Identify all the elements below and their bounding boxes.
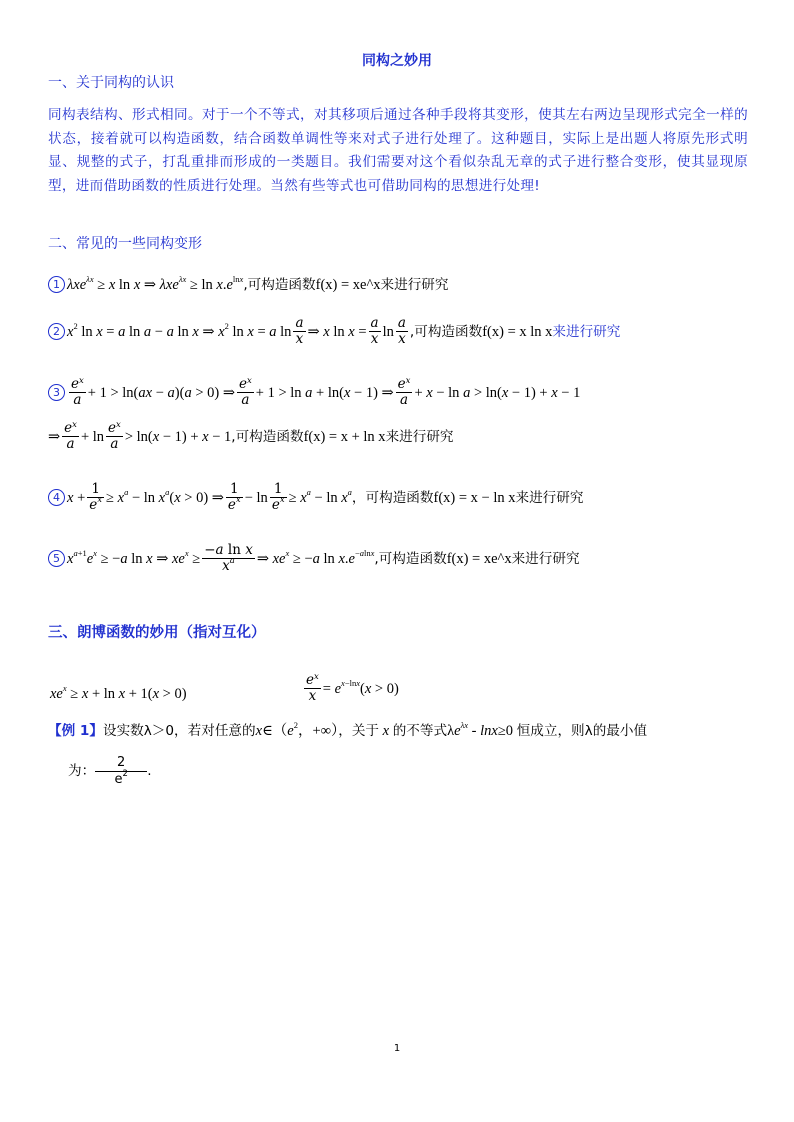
formula-item-5: 5 $x^{a+1}e^x \ge -a$ ln x ⇒ $xe^x$ ≥ $\frac{\text{−a ln x}}{x^a}$ ⇒ $xe^x \ge -a$ $\ln x.e^{-alnx}$,可构造函数f(x) = xe^x来进行研究: [48, 543, 580, 574]
answer-fraction: $\frac{2}{e^2}$: [95, 754, 147, 788]
formula-item-4-func: f(x) = x − ln x: [433, 490, 516, 506]
answer-prefix: 为：: [68, 763, 96, 779]
example-text-3: 的不等式: [392, 723, 448, 739]
formula-item-1: 1 λxe$^{\lambda x}$ ≥ x ln x ⇒ $\lambda xe^{\lambda x} \ge \ln x.e^{lnx}$,可构造函数f(x) = xe^x来进行研究: [48, 273, 448, 294]
page-title: 同构之妙用: [362, 53, 432, 69]
example-answer: [68, 754, 152, 788]
section3-heading: 三、朗博函数的妙用（指对互化）: [48, 625, 266, 641]
formula-item-2-text: ,可构造函数: [409, 324, 483, 340]
formula-item-3-suffix: 来进行研究: [385, 429, 454, 445]
formula-item-4-suffix: 来进行研究: [515, 490, 584, 506]
formula-item-5-text: ,可构造函数: [374, 551, 447, 567]
section1-heading: 一、关于同构的认识: [48, 75, 174, 91]
page-number: 1: [393, 1043, 401, 1054]
formula-item-1-text: ,可构造函数: [243, 277, 316, 293]
formula-item-1-suffix: 来进行研究: [380, 277, 449, 293]
example-text-1: 设实数λ＞0，若对任意的: [102, 723, 256, 739]
formula-item-4: 4 x + $\frac{1}{e^x}$ ≥ $x^a - \ln x^a(x > 0)$ ⇒ $\frac{1}{e^x}$ − ln $\frac{1}{e^x}$ ≥ $x^a - \ln x^a$，可构造函数f(x) = x − ln x来进行研究: [48, 482, 583, 513]
formula-item-4-text: ，可构造函数: [351, 490, 434, 506]
example-text-4: 恒成立，则λ的最小值: [516, 723, 648, 739]
formula-item-2: 2 $x^2$ ln x = a ln a − a ln x ⇒ $x^2$ ln x = a ln $\frac{a}{x}$ ⇒ x ln x = $\frac{a}{x}$ ln $\frac{a}{x}$ ,可构造函数f(x) = x ln x来进行研究: [48, 316, 620, 347]
circled-number-1: 1: [48, 276, 65, 293]
formula-item-5-func: f(x) = xe^x: [446, 551, 512, 567]
answer-numerator: 2: [95, 754, 147, 772]
circled-number-2: 2: [48, 323, 65, 340]
formula-item-3-func: f(x) = x + ln x: [303, 429, 386, 445]
circled-number-4: 4: [48, 489, 65, 506]
formula-item-3-line2: ⇒ $\frac{e^x}{a}$ + ln $\frac{e^x}{a}$ > ln(x − 1) + x − 1,可构造函数f(x) = x + ln x来进行研究: [48, 420, 454, 452]
example-text-2: ，关于: [338, 723, 380, 739]
formula-item-2-suffix: 来进行研究: [552, 324, 621, 340]
example-tag: 【例 1】: [48, 723, 103, 739]
formula-item-3: 3 $\frac{e^x}{a}$ + 1 > ln(ax − a)(a > 0) ⇒ $\frac{e^x}{a}$ + 1 > ln a + ln(x − 1) ⇒ $\frac{e^x}{a}$ + x − ln a > ln(x − 1) + x − 1: [48, 377, 580, 408]
formula-item-5-suffix: 来进行研究: [511, 551, 580, 567]
answer-suffix: .: [147, 763, 152, 779]
circled-number-3: 3: [48, 384, 65, 401]
example-1: 【例 1】设实数λ＞0，若对任意的$x\in(e^2$，+∞），关于 x 的不等式$\lambda e^{\lambda x} - \ln x\ge 0$ 恒成立，则λ的最小值: [48, 720, 648, 739]
formula-item-3-text: ,可构造函数: [231, 429, 304, 445]
section1-paragraph: 同构表结构、形式相同。对于一个不等式，对其移项后通过各种手段将其变形，使其左右两边呈现形式完全一样的状态，接着就可以构造函数，结合函数单调性等来对式子进行处理了。这种题目，实际上是出题人将原先形式明显、规整的式子，打乱重排而形成的一类题目。我们需要对这个看似杂乱无章的式子进行整合变形，使其显现原型，进而借助函数的性质进行处理。当然有些等式也可借助同构的思想进行处理!: [48, 107, 748, 194]
circled-number-5: 5: [48, 550, 65, 567]
formula-item-1-func: f(x) = xe^x: [315, 277, 381, 293]
lambert-formula-1: $xe^x \ge x + \ln x + 1(x > 0)$: [50, 683, 187, 702]
formula-item-2-func: f(x) = x ln x: [482, 324, 553, 340]
lambert-formula-2: $\frac{e^x}{x}$ = $e^{x-lnx}(x > 0)$: [306, 672, 399, 704]
section2-heading: 二、常见的一些同构变形: [48, 236, 202, 252]
